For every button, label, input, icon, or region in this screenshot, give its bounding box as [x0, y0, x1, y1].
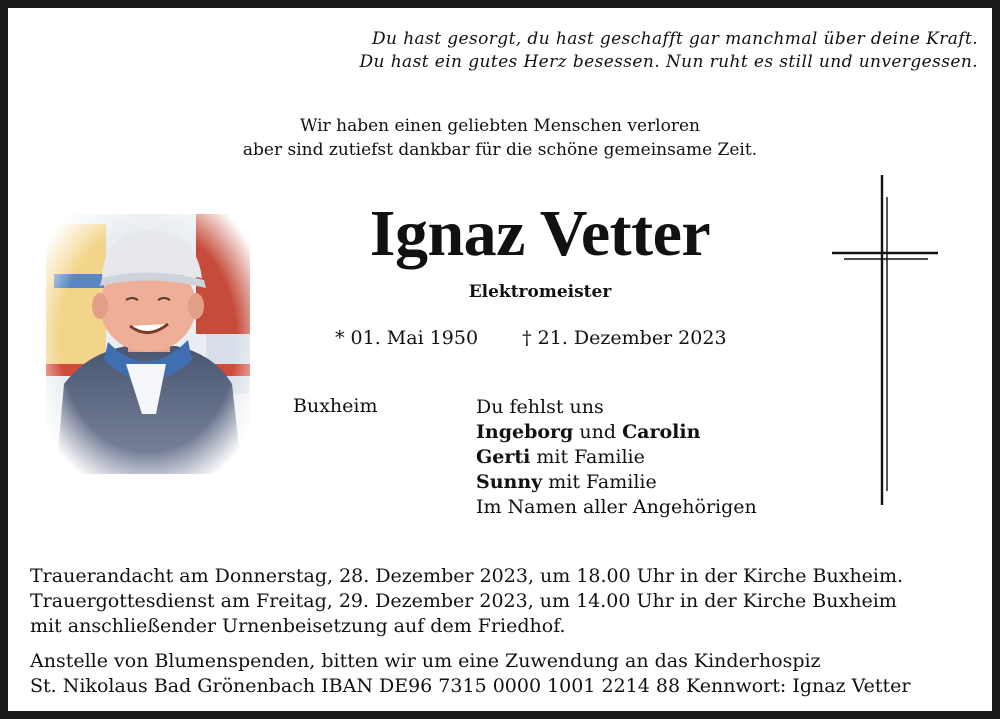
mourners-intro: Du fehlst uns	[476, 396, 604, 418]
intro-text	[0, 114, 1000, 162]
cross-icon	[830, 175, 940, 507]
mourner-name: Ingeborg	[476, 421, 574, 443]
mourner-join: und	[573, 421, 623, 443]
mourners-closing: Im Namen aller Angehörigen	[476, 496, 757, 518]
occupation: Elektromeister	[468, 282, 612, 302]
mourner-name: Gerti	[476, 446, 531, 468]
mourner-suffix: mit Familie	[530, 446, 645, 468]
donation-line-1: Anstelle von Blumenspenden, bitten wir um eine Zuwendung an das Kinderhospiz	[30, 650, 821, 672]
service-line-2: Trauergottesdienst am Freitag, 29. Dezember 2023, um 14.00 Uhr in der Kirche Buxheim	[30, 590, 897, 612]
service-details	[30, 564, 910, 699]
mourner-name: Sunny	[476, 471, 543, 493]
intro-line-2: aber sind zutiefst dankbar für die schöne gemeinsame Zeit.	[242, 140, 758, 160]
mourner-line-1	[476, 420, 757, 445]
mourner-suffix: mit Familie	[542, 471, 657, 493]
motto-verse	[360, 28, 978, 74]
mourners-list	[476, 395, 757, 520]
spacer	[30, 639, 910, 649]
mourner-line-2	[476, 445, 757, 470]
intro-line-1: Wir haben einen geliebten Menschen verloren	[299, 116, 700, 136]
life-dates	[335, 327, 727, 349]
motto-line-2: Du hast ein gutes Herz besessen. Nun ruht es still und unvergessen.	[359, 52, 978, 72]
birth-date: * 01. Mai 1950	[335, 327, 479, 349]
service-line-1: Trauerandacht am Donnerstag, 28. Dezember 2023, um 18.00 Uhr in der Kirche Buxheim.	[30, 565, 904, 587]
mourner-line-3	[476, 470, 757, 495]
cross-drawing	[830, 175, 940, 507]
mourner-name: Carolin	[622, 421, 701, 443]
death-date: † 21. Dezember 2023	[522, 327, 727, 349]
hometown: Buxheim	[293, 395, 378, 417]
motto-line-1: Du hast gesorgt, du hast geschafft gar manchmal über deine Kraft.	[372, 29, 978, 49]
deceased-name: Ignaz Vetter	[369, 197, 711, 270]
service-line-3: mit anschließender Urnenbeisetzung auf dem Friedhof.	[30, 615, 566, 637]
donation-line-2: St. Nikolaus Bad Grönenbach IBAN DE96 7315 0000 1001 2214 88 Kennwort: Ignaz Vetter	[30, 675, 911, 697]
